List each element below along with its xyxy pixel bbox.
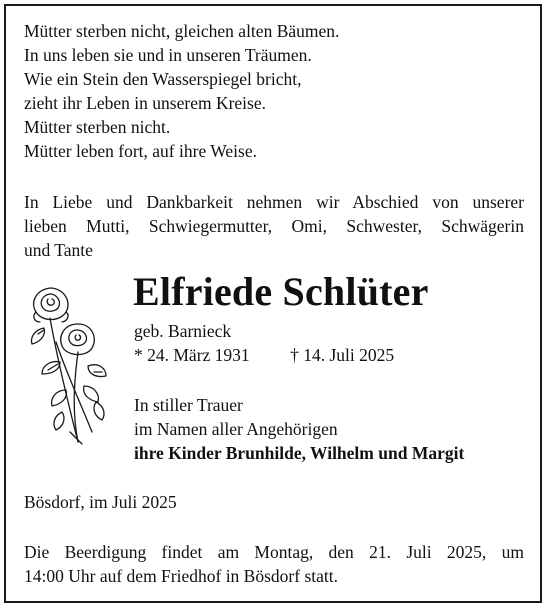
poem-line: Mütter sterben nicht, gleichen alten Bäumen. — [24, 21, 340, 41]
funeral-info — [24, 540, 524, 588]
funeral-line: Die Beerdigung findet am Montag, den 21. Juli 2025, um — [24, 542, 524, 562]
death-date: † 14. Juli 2025 — [290, 345, 395, 365]
farewell-intro — [24, 190, 524, 262]
poem-line: Mütter leben fort, auf ihre Weise. — [24, 141, 257, 161]
life-dates — [134, 343, 394, 367]
intro-line: lieben Mutti, Schwiegermutter, Omi, Schwester, Schwägerin — [24, 216, 524, 236]
deceased-name: Elfriede Schlüter — [133, 269, 429, 314]
roses-illustration-icon — [26, 282, 110, 448]
mourners-line: im Namen aller Angehörigen — [134, 419, 338, 439]
intro-line: und Tante — [24, 240, 93, 260]
poem-line: Mütter sterben nicht. — [24, 117, 171, 137]
mourners-line: In stiller Trauer — [134, 395, 243, 415]
poem-line: In uns leben sie und in unseren Träumen. — [24, 45, 312, 65]
birth-name: geb. Barnieck — [134, 321, 232, 341]
mourners-names: ihre Kinder Brunhilde, Wilhelm und Margit — [134, 443, 465, 463]
mourners — [134, 393, 464, 465]
funeral-line: 14:00 Uhr auf dem Friedhof in Bösdorf statt. — [24, 566, 338, 586]
poem — [24, 19, 339, 163]
birth-date: * 24. März 1931 — [134, 345, 250, 365]
place-date: Bösdorf, im Juli 2025 — [24, 492, 177, 512]
intro-line: In Liebe und Dankbarkeit nehmen wir Abschied von unserer — [24, 192, 524, 212]
poem-line: zieht ihr Leben in unserem Kreise. — [24, 93, 266, 113]
poem-line: Wie ein Stein den Wasserspiegel bricht, — [24, 69, 302, 89]
